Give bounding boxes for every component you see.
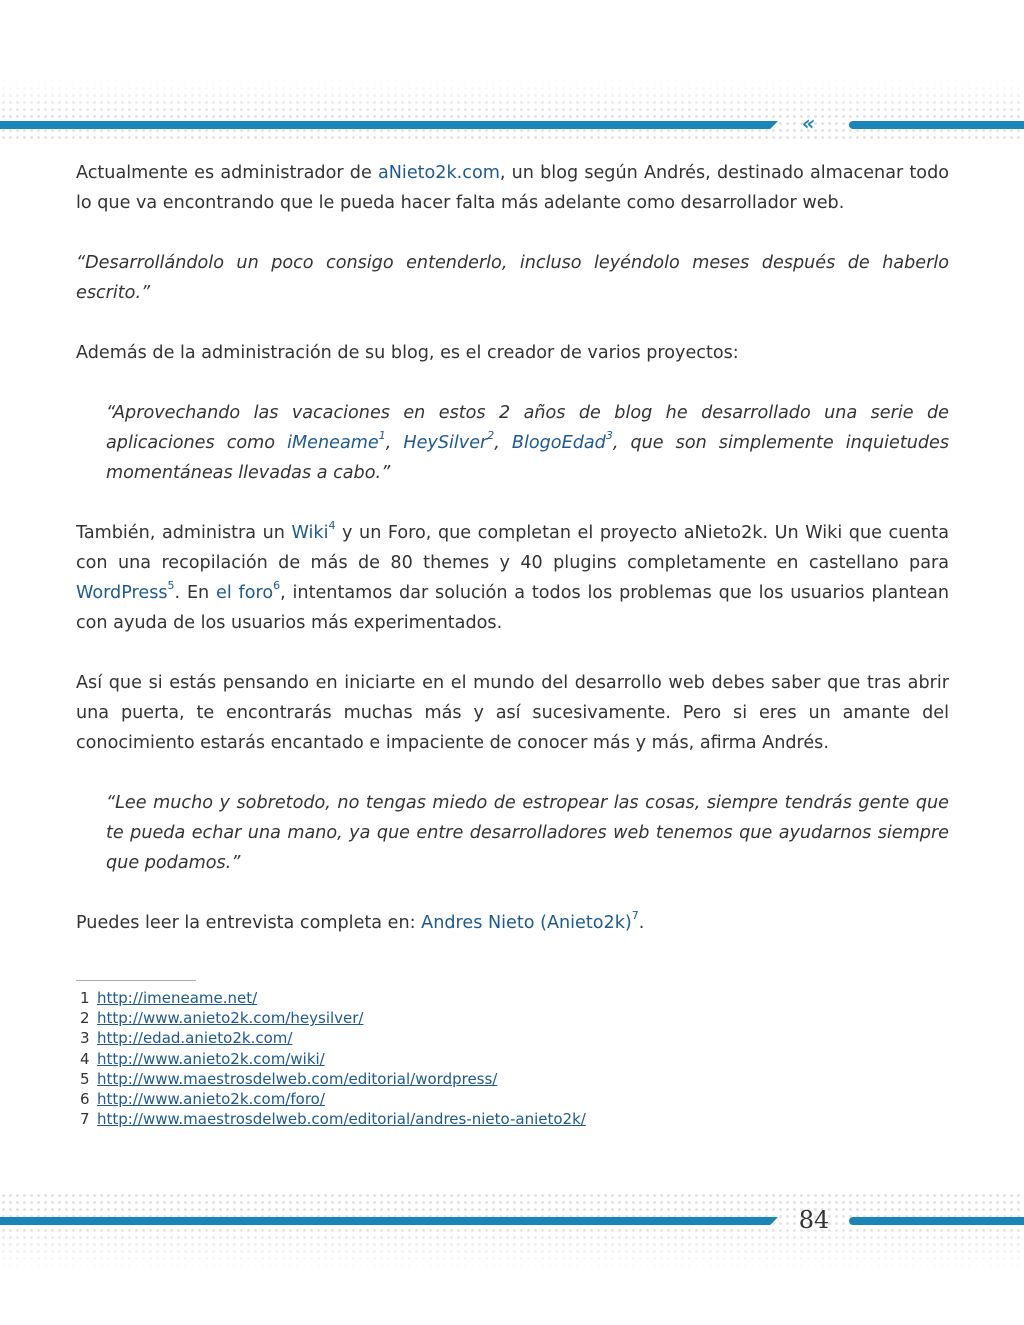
footnote-link[interactable]: http://www.maestrosdelweb.com/editorial/wordpress/	[97, 1069, 498, 1088]
footnote-ref-5[interactable]: 5	[167, 579, 175, 593]
text: y un Foro, que completan el proyecto aNieto2k. Un Wiki que cuenta con una recopilación de más de 80 themes y 40 plugins completamente en castellano para	[76, 523, 949, 573]
footer-dot-pattern	[0, 1192, 1024, 1272]
text: Puedes leer la entrevista completa en:	[76, 913, 422, 933]
text: , intentamos dar solución a todos los problemas que los usuarios plantean con ayuda de los usuarios más experimentados.	[76, 583, 950, 633]
footnote-number: 2	[80, 1009, 90, 1028]
footnote-item	[80, 1069, 586, 1089]
footnote-link[interactable]: http://www.anieto2k.com/foro/	[97, 1090, 325, 1109]
paragraph-3	[76, 518, 949, 638]
quote-1: “Desarrollándolo un poco consigo entenderlo, incluso leyéndolo meses después de haberlo escrito.”	[76, 253, 949, 303]
text: ,	[494, 433, 512, 453]
text: , un blog según Andrés, destinado almacenar todo lo que va encontrando que le pueda hacer falta más adelante como desarrollador web.	[76, 163, 949, 213]
quote-2	[76, 398, 949, 488]
paragraph-5	[76, 908, 949, 938]
text: .	[638, 913, 645, 933]
chevron-left-icon: «	[802, 111, 812, 135]
footnote-list	[80, 988, 586, 1129]
text: “Aprovechando las vacaciones en estos 2 años de blog he desarrollado una serie de aplicaciones como	[106, 403, 949, 453]
footnote-number: 7	[80, 1110, 90, 1129]
paragraph-2: Además de la administración de su blog, es el creador de varios proyectos:	[76, 343, 739, 363]
link-wordpress[interactable]: WordPress	[76, 583, 168, 603]
footnote-number: 6	[80, 1090, 90, 1109]
paragraph-4: Así que si estás pensando en iniciarte en el mundo del desarrollo web debes saber que tras abrir una puerta, te encontrarás muchas más y así sucesivamente. Pero si eres un amante del conocimiento estarás encantado e impaciente de conocer más y más, afirma Andrés.	[76, 673, 949, 753]
footnote-number: 3	[80, 1029, 90, 1048]
link-el-foro[interactable]: el foro	[216, 583, 274, 603]
link-heysilver[interactable]: HeySilver	[403, 433, 488, 453]
footnote-ref-2[interactable]: 2	[487, 429, 495, 443]
header-bar-right	[849, 121, 1024, 129]
footnote-ref-3[interactable]: 3	[605, 429, 613, 443]
footnote-link[interactable]: http://www.maestrosdelweb.com/editorial/andres-nieto-anieto2k/	[97, 1110, 586, 1129]
paragraph-1	[76, 158, 949, 218]
footnote-link[interactable]: http://www.anieto2k.com/wiki/	[97, 1049, 325, 1068]
page-body	[76, 158, 949, 938]
footnote-link[interactable]: http://imeneame.net/	[97, 989, 258, 1007]
footnote-ref-6[interactable]: 6	[273, 579, 281, 593]
footnote-separator	[76, 980, 196, 981]
header-bar-left	[0, 121, 778, 129]
footnote-ref-7[interactable]: 7	[631, 909, 639, 923]
link-imeneame[interactable]: iMeneame	[287, 433, 379, 453]
link-anieto2k[interactable]: aNieto2k.com	[377, 163, 500, 183]
link-blogoedad[interactable]: BlogoEdad	[511, 433, 606, 453]
footer-bar-left	[0, 1217, 778, 1225]
text: Actualmente es administrador de	[76, 163, 378, 183]
footnote-number: 5	[80, 1069, 90, 1088]
footnote-item	[80, 1109, 586, 1129]
text: . En	[174, 583, 217, 603]
text: , que son simplemente inquietudes momentáneas llevadas a cabo.”	[106, 433, 950, 483]
footnote-number: 4	[80, 1049, 90, 1068]
quote-3: “Lee mucho y sobretodo, no tengas miedo de estropear las cosas, siempre tendrás gente que te pueda echar una mano, ya que entre desarrolladores web tenemos que ayudarnos siempre que podamos.”	[106, 793, 949, 873]
page-number: 84	[798, 1206, 830, 1234]
footnote-link[interactable]: http://edad.anieto2k.com/	[97, 1029, 293, 1048]
footnote-item	[80, 1008, 586, 1028]
header-dot-pattern	[0, 78, 1024, 140]
footnote-item	[80, 988, 586, 1008]
footnote-item	[80, 1089, 586, 1109]
footnote-link[interactable]: http://www.anieto2k.com/heysilver/	[97, 1009, 364, 1028]
link-wiki[interactable]: Wiki	[291, 523, 329, 543]
text: También, administra un	[76, 523, 292, 543]
text: ,	[385, 433, 404, 453]
footnote-ref-4[interactable]: 4	[328, 519, 336, 533]
footer-bar-right	[849, 1217, 1024, 1225]
footnote-ref-1[interactable]: 1	[378, 429, 386, 443]
footnote-item	[80, 1028, 586, 1048]
footnote-item	[80, 1049, 586, 1069]
link-interview[interactable]: Andres Nieto (Anieto2k)	[421, 913, 632, 933]
footnote-number: 1	[80, 989, 90, 1007]
